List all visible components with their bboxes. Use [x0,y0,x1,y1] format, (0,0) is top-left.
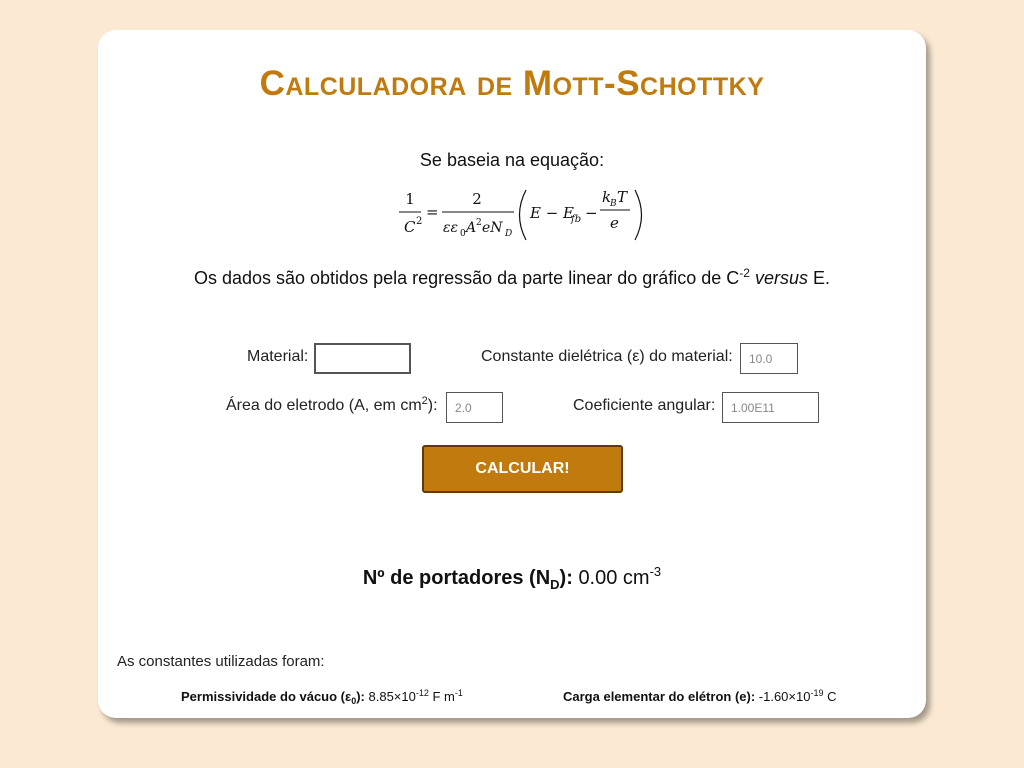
charge-label: Carga elementar do elétron (e): [563,689,756,704]
charge-value: -1.60×10 [758,689,811,704]
material-input[interactable] [314,343,411,374]
minus-sign: − [585,204,598,222]
area-label-exp: 2 [421,395,428,407]
slope-label: Coeficiente angular: [573,397,716,414]
elementary-charge [563,688,837,704]
area-label [226,395,438,415]
kbt-numerator-t: T [617,188,628,206]
left-parenthesis [520,190,527,240]
rhs-denominator-a-exp: 2 [476,218,482,228]
vacuum-permittivity [181,688,463,706]
page-title: Calculadora de Mott-Schottky [259,64,765,103]
charge-exp: -19 [810,688,824,698]
charge-unit: C [827,689,837,704]
result-label-text: Nº de portadores (N [362,567,551,589]
regression-versus: versus [754,268,808,288]
area-label-text: Área do eletrodo (A, em cm [226,397,422,414]
rhs-denominator-sub0: 0 [460,229,466,239]
rhs-denominator-eps: εε [443,220,459,236]
vacuum-exp: -12 [415,688,429,698]
calculator-card [98,30,926,718]
vacuum-value: 8.85×10 [368,689,416,704]
rhs-denominator-a: A [466,220,477,236]
kbt-numerator-k: k [602,188,612,206]
equals-sign: = [426,203,439,221]
rhs-denominator-en: eN [482,220,503,236]
lhs-denominator: C [404,218,416,236]
area-input[interactable] [446,392,503,423]
kbt-denominator: e [610,214,619,232]
result-value: 0.00 cm [578,567,650,589]
constants-title: As constantes utilizadas foram: [117,653,325,670]
kbt-numerator-sub-b: B [610,199,617,209]
vacuum-label-text: Permissividade do vácuo (ε [181,689,352,704]
regression-text-after: E. [813,268,831,288]
rhs-denominator-sub-d: D [505,229,513,239]
result-unit-exp: -3 [649,564,662,579]
rhs-numerator: 2 [472,190,482,208]
dielectric-input[interactable] [740,343,798,374]
regression-note [98,266,926,289]
carrier-result [98,564,926,592]
result-label-close: ): [559,567,573,589]
dielectric-label: Constante dielétrica (ε) do material: [481,348,733,365]
vacuum-label-close: ): [356,689,365,704]
vacuum-label [181,689,365,704]
right-parenthesis [635,190,642,240]
paren-e-term: E − E [530,204,575,222]
result-label-sub: D [550,577,560,592]
regression-text: Os dados são obtidos pela regressão da parte linear do gráfico de C [193,268,740,288]
result-label [362,567,573,592]
lhs-denominator-exp: 2 [416,216,423,227]
regression-exponent: -2 [739,266,750,280]
calculate-button[interactable]: CALCULAR! [422,445,623,493]
area-label-close: ): [427,397,438,414]
material-label: Material: [247,348,309,365]
vacuum-unit: F m [432,689,455,704]
lhs-numerator: 1 [405,190,415,208]
vacuum-unit-exp: -1 [454,688,463,698]
mott-schottky-equation [388,182,648,248]
paren-e-fb-sub: fb [571,214,582,225]
vacuum-label-sub: 0 [351,696,357,706]
slope-input[interactable] [722,392,819,423]
equation-intro: Se baseia na equação: [419,150,605,170]
